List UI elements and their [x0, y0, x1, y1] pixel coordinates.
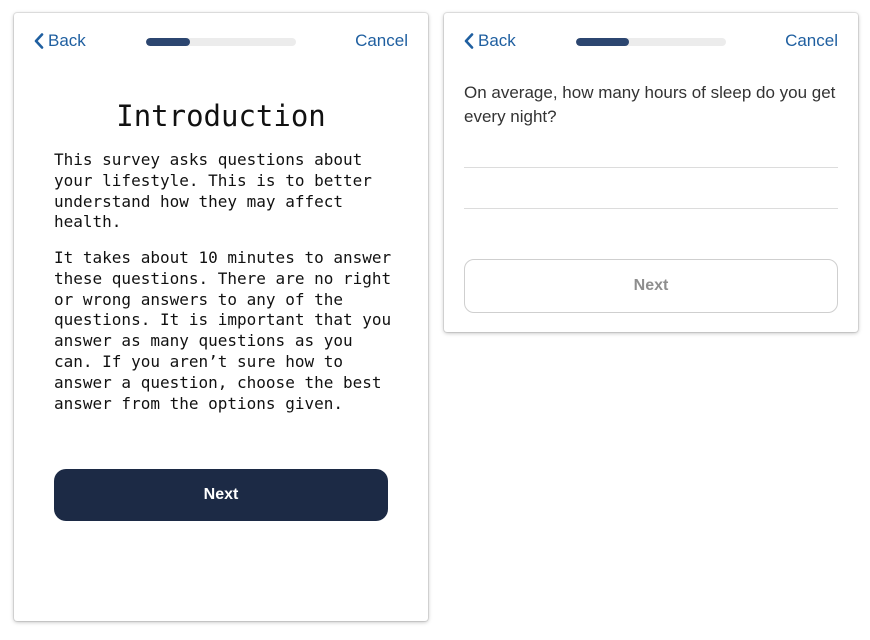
back-button[interactable] — [34, 31, 86, 51]
cancel-button[interactable]: Cancel — [785, 31, 838, 50]
intro-nav-bar — [14, 13, 428, 69]
question-screen — [444, 13, 858, 332]
next-button[interactable]: Next — [464, 259, 838, 313]
page-title: Introduction — [116, 99, 326, 133]
progress-bar — [576, 38, 726, 46]
progress-fill — [146, 38, 190, 46]
question-text: On average, how many hours of sleep do you get every night? — [464, 83, 836, 126]
progress-bar — [146, 38, 296, 46]
intro-screen — [14, 13, 428, 621]
progress-fill — [576, 38, 629, 46]
intro-paragraph-2: It takes about 10 minutes to answer these questions. There are no right or wrong answers to any of the questions. It is important that you answer as many questions as you can. If you aren’t sure how to answer a question, choose the best answer from the options given. — [54, 248, 392, 413]
answer-field[interactable] — [464, 168, 838, 210]
chevron-left-icon — [34, 33, 44, 49]
back-label: Back — [48, 31, 86, 50]
intro-paragraph-1: This survey asks questions about your lifestyle. This is to better understand how they may affect health. — [54, 150, 372, 232]
cancel-button[interactable]: Cancel — [355, 31, 408, 50]
back-button[interactable] — [464, 31, 516, 51]
next-button[interactable]: Next — [54, 469, 388, 521]
back-label: Back — [478, 31, 516, 50]
chevron-left-icon — [464, 33, 474, 49]
question-nav-bar — [444, 13, 858, 69]
answer-field-bottom-border — [464, 208, 838, 209]
